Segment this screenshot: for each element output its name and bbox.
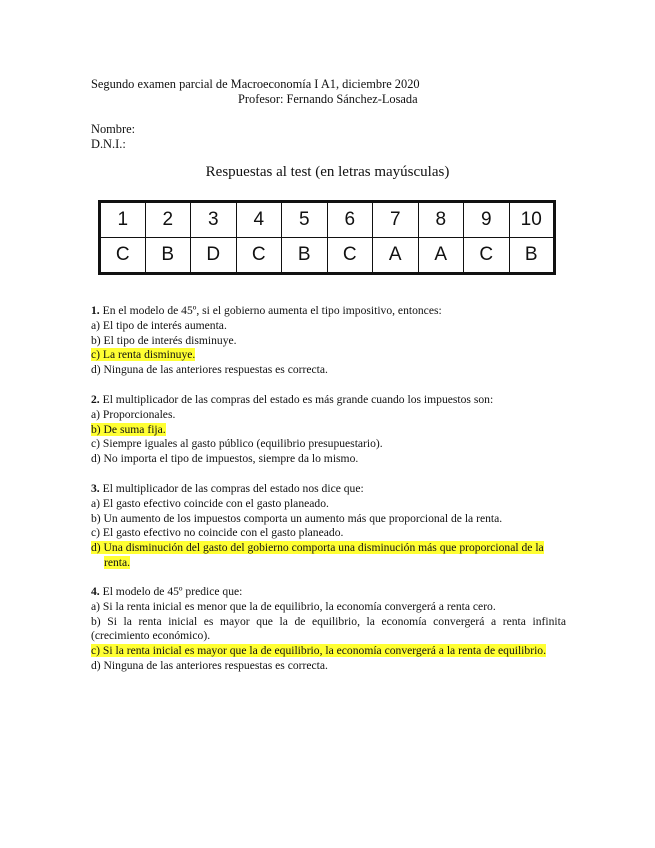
answer-number: 8: [418, 202, 464, 238]
answer-letter-row: [100, 238, 555, 274]
answer-letter: C: [236, 238, 282, 274]
option-b-correct: [91, 423, 566, 438]
option-a: [91, 408, 566, 423]
answer-letter: D: [191, 238, 237, 274]
answer-letter: C: [464, 238, 510, 274]
option-d: [91, 452, 566, 467]
option-text: b) El tipo de interés disminuye.: [91, 333, 237, 347]
question-stem: [91, 393, 566, 408]
dni-label: D.N.I.:: [91, 137, 126, 151]
option-text: b) Un aumento de los impuestos comporta un aumento más que proporcional de la renta.: [91, 511, 503, 525]
option-b: [91, 615, 566, 645]
answer-letter: C: [100, 238, 146, 274]
professor-name: Profesor: Fernando Sánchez-Losada: [238, 92, 418, 106]
answer-number: 2: [145, 202, 191, 238]
answer-number: 10: [509, 202, 555, 238]
option-text: a) Si la renta inicial es menor que la de equilibrio, la economía convergerá a renta cero.: [91, 599, 496, 613]
answer-letter: A: [373, 238, 419, 274]
answer-table: [98, 200, 556, 275]
question-2: [91, 393, 566, 467]
question-stem: [91, 482, 566, 497]
question-number: 2.: [91, 393, 100, 406]
question-text: El modelo de 45º predice que:: [102, 585, 243, 598]
option-d: [91, 363, 566, 378]
option-a: [91, 497, 566, 512]
option-c: [91, 526, 566, 541]
option-c-correct: [91, 644, 566, 659]
option-text-highlighted: c) La renta disminuye.: [91, 348, 196, 362]
answer-letter: B: [282, 238, 328, 274]
question-text: El multiplicador de las compras del estado nos dice que:: [102, 482, 364, 495]
nombre-label: Nombre:: [91, 122, 136, 136]
answer-letter: A: [418, 238, 464, 274]
answer-number: 7: [373, 202, 419, 238]
exam-title: Segundo examen parcial de Macroeconomía I A1, diciembre 2020: [91, 77, 420, 91]
option-text: d) No importa el tipo de impuestos, siempre da lo mismo.: [91, 452, 359, 466]
answer-number: 4: [236, 202, 282, 238]
option-text-highlighted: b) De suma fija.: [91, 422, 166, 436]
option-c: [91, 437, 566, 452]
question-4: [91, 585, 566, 674]
option-text: b) Si la renta inicial es mayor que la de equilibrio, la economía convergerá a renta infinita (crecimiento económico).: [91, 614, 566, 643]
answer-number: 1: [100, 202, 146, 238]
option-text-highlighted: d) Una disminución del gasto del gobierno comporta una disminución más que proporcional de la renta.: [91, 541, 544, 569]
option-text: d) Ninguna de las anteriores respuestas es correcta.: [91, 658, 328, 672]
answer-letter: B: [509, 238, 555, 274]
option-text: a) El gasto efectivo coincide con el gasto planeado.: [91, 496, 329, 510]
question-stem: [91, 304, 566, 319]
answer-letter: B: [145, 238, 191, 274]
option-b: [91, 334, 566, 349]
option-b: [91, 512, 566, 527]
option-d: [91, 659, 566, 674]
option-c-correct: [91, 348, 566, 363]
option-text: c) Siempre iguales al gasto público (equilibrio presupuestario).: [91, 437, 383, 451]
option-text: a) El tipo de interés aumenta.: [91, 318, 227, 332]
answer-number: 9: [464, 202, 510, 238]
option-a: [91, 319, 566, 334]
question-number: 4.: [91, 585, 100, 598]
option-text: d) Ninguna de las anteriores respuestas es correcta.: [91, 363, 328, 377]
option-text-highlighted: c) Si la renta inicial es mayor que la de equilibrio, la economía convergerá a la renta de equilibrio.: [91, 644, 546, 658]
option-d-correct: [91, 541, 566, 571]
question-3: [91, 482, 566, 571]
option-text: a) Proporcionales.: [91, 407, 176, 421]
answer-number-row: [100, 202, 555, 238]
option-a: [91, 600, 566, 615]
question-1: [91, 304, 566, 378]
answer-number: 3: [191, 202, 237, 238]
answer-number: 6: [327, 202, 373, 238]
answers-title: Respuestas al test (en letras mayúsculas): [205, 164, 450, 180]
option-text: c) El gasto efectivo no coincide con el gasto planeado.: [91, 526, 344, 540]
answer-number: 5: [282, 202, 328, 238]
question-stem: [91, 585, 566, 600]
answer-letter: C: [327, 238, 373, 274]
question-number: 1.: [91, 304, 100, 317]
question-number: 3.: [91, 482, 100, 495]
question-text: En el modelo de 45º, si el gobierno aumenta el tipo impositivo, entonces:: [102, 304, 442, 317]
question-text: El multiplicador de las compras del estado es más grande cuando los impuestos son:: [102, 393, 494, 406]
